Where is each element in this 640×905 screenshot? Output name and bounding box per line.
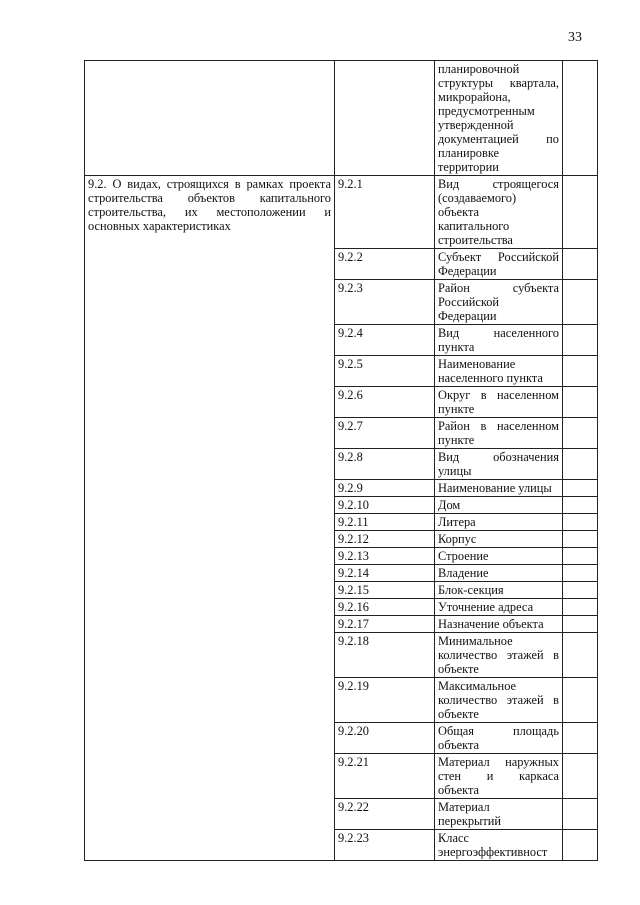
value-cell: [563, 799, 598, 830]
value-cell: [563, 325, 598, 356]
description-line: количество этажей в: [438, 693, 559, 707]
value-cell: [563, 176, 598, 249]
description-line: Федерации: [438, 309, 497, 323]
description-line: пункта: [438, 340, 475, 354]
description-line: Дом: [438, 498, 461, 512]
description-cell: [435, 565, 563, 582]
description-line: Уточнение адреса: [438, 600, 534, 614]
description-line: Вид обозначения: [438, 450, 559, 464]
description-line: перекрытий: [438, 814, 502, 828]
table-row: [85, 61, 598, 176]
description-line: Федерации: [438, 264, 497, 278]
description-line: планировочной: [438, 62, 520, 76]
description-cell: [435, 678, 563, 723]
description-line: количество этажей в: [438, 648, 559, 662]
code-cell: 9.2.13: [335, 548, 435, 565]
description-line: объекта: [438, 783, 480, 797]
description-line: Субъект Российской: [438, 250, 559, 264]
value-cell: [563, 61, 598, 176]
description-line: пункте: [438, 433, 475, 447]
description-cell: [435, 325, 563, 356]
description-line: Район субъекта: [438, 281, 559, 295]
description-cell: [435, 176, 563, 249]
value-cell: [563, 280, 598, 325]
code-cell: [335, 61, 435, 176]
description-line: строительства: [438, 233, 513, 247]
code-cell: 9.2.6: [335, 387, 435, 418]
description-line: микрорайона,: [438, 90, 511, 104]
code-cell: 9.2.4: [335, 325, 435, 356]
code-cell: 9.2.22: [335, 799, 435, 830]
description-line: объекте: [438, 707, 479, 721]
code-cell: 9.2.3: [335, 280, 435, 325]
description-cell: [435, 514, 563, 531]
description-line: Назначение объекта: [438, 617, 544, 631]
description-line: Материал наружных: [438, 755, 559, 769]
description-line: утвержденной: [438, 118, 514, 132]
code-cell: 9.2.15: [335, 582, 435, 599]
code-cell: 9.2.17: [335, 616, 435, 633]
code-cell: 9.2.20: [335, 723, 435, 754]
value-cell: [563, 616, 598, 633]
code-cell: 9.2.14: [335, 565, 435, 582]
value-cell: [563, 723, 598, 754]
value-cell: [563, 582, 598, 599]
description-line: территории: [438, 160, 499, 174]
code-cell: 9.2.12: [335, 531, 435, 548]
description-line: улицы: [438, 464, 472, 478]
description-line: Максимальное: [438, 679, 517, 693]
description-line: Вид населенного: [438, 326, 559, 340]
code-cell: 9.2.8: [335, 449, 435, 480]
description-cell: [435, 249, 563, 280]
description-cell: [435, 599, 563, 616]
description-line: населенного пункта: [438, 371, 543, 385]
table-row: [85, 176, 598, 249]
description-line: Строение: [438, 549, 489, 563]
value-cell: [563, 830, 598, 861]
value-cell: [563, 754, 598, 799]
code-cell: 9.2.16: [335, 599, 435, 616]
description-line: капитального: [438, 219, 510, 233]
value-cell: [563, 599, 598, 616]
description-line: структуры квартала,: [438, 76, 559, 90]
description-cell: [435, 418, 563, 449]
description-line: Общая площадь: [438, 724, 559, 738]
description-cell: [435, 548, 563, 565]
description-cell: [435, 531, 563, 548]
value-cell: [563, 418, 598, 449]
description-line: Наименование улицы: [438, 481, 552, 495]
value-cell: [563, 565, 598, 582]
description-cell: [435, 387, 563, 418]
code-cell: 9.2.19: [335, 678, 435, 723]
description-line: Блок-секция: [438, 583, 504, 597]
description-line: предусмотренным: [438, 104, 535, 118]
description-cell: [435, 633, 563, 678]
code-cell: 9.2.18: [335, 633, 435, 678]
value-cell: [563, 249, 598, 280]
code-cell: 9.2.2: [335, 249, 435, 280]
description-line: объекта: [438, 205, 480, 219]
value-cell: [563, 531, 598, 548]
description-line: Российской: [438, 295, 500, 309]
description-cell: [435, 723, 563, 754]
description-line: энергоэффективност: [438, 845, 548, 859]
description-cell: [435, 449, 563, 480]
section-title: 9.2. О видах, строящихся в рамках проекта строительства объектов капитального строительства, их местоположении и основных характеристиках: [85, 176, 335, 861]
description-line: объекте: [438, 662, 479, 676]
section-cell: [85, 61, 335, 176]
description-line: Минимальное: [438, 634, 513, 648]
code-cell: 9.2.5: [335, 356, 435, 387]
description-line: Владение: [438, 566, 489, 580]
value-cell: [563, 514, 598, 531]
description-line: Корпус: [438, 532, 477, 546]
value-cell: [563, 548, 598, 565]
description-line: Округ в населенном: [438, 388, 559, 402]
value-cell: [563, 387, 598, 418]
code-cell: 9.2.10: [335, 497, 435, 514]
code-cell: 9.2.11: [335, 514, 435, 531]
description-cell: [435, 480, 563, 497]
value-cell: [563, 449, 598, 480]
description-line: Литера: [438, 515, 476, 529]
code-cell: 9.2.23: [335, 830, 435, 861]
description-line: пункте: [438, 402, 475, 416]
value-cell: [563, 497, 598, 514]
description-line: Материал: [438, 800, 490, 814]
description-line: (создаваемого): [438, 191, 517, 205]
value-cell: [563, 480, 598, 497]
value-cell: [563, 678, 598, 723]
code-cell: 9.2.1: [335, 176, 435, 249]
description-cell: [435, 754, 563, 799]
description-cell: [435, 356, 563, 387]
description-line: Наименование: [438, 357, 516, 371]
description-line: объекта: [438, 738, 480, 752]
description-cell: [435, 582, 563, 599]
description-line: документацией по: [438, 132, 559, 146]
description-cell: [435, 497, 563, 514]
description-line: планировке: [438, 146, 500, 160]
code-cell: 9.2.21: [335, 754, 435, 799]
description-cell: [435, 799, 563, 830]
description-line: Район в населенном: [438, 419, 559, 433]
description-cell: [435, 280, 563, 325]
value-cell: [563, 356, 598, 387]
page-number: 33: [568, 30, 582, 45]
description-cell: [435, 61, 563, 176]
code-cell: 9.2.7: [335, 418, 435, 449]
description-line: стен и каркаса: [438, 769, 559, 783]
document-table: [84, 60, 598, 861]
description-line: Вид строящегося: [438, 177, 559, 191]
description-cell: [435, 830, 563, 861]
code-cell: 9.2.9: [335, 480, 435, 497]
description-line: Класс: [438, 831, 469, 845]
value-cell: [563, 633, 598, 678]
description-cell: [435, 616, 563, 633]
